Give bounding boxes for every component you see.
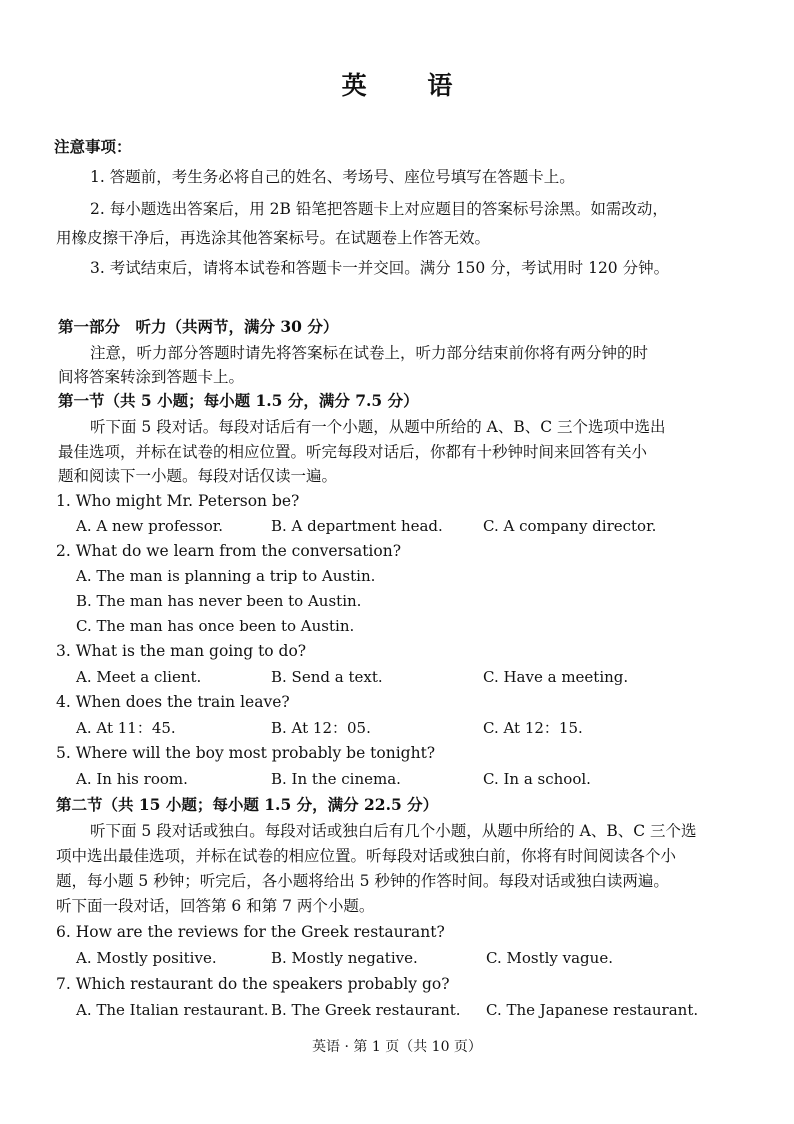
question-option: C. A company director.	[483, 517, 657, 535]
question-option: B. At 12：05.	[271, 719, 371, 737]
notice-item-2-cont: 用橡皮擦干净后，再选涂其他答案标号。在试题卷上作答无效。	[56, 229, 491, 247]
page-footer: 英语 · 第 1 页（共 10 页）	[312, 1039, 482, 1055]
question-stem: 6. How are the reviews for the Greek restaurant?	[56, 923, 445, 941]
question-stem: 4. When does the train leave?	[56, 693, 290, 711]
section1-heading: 第一节（共 5 小题；每小题 1.5 分，满分 7.5 分）	[58, 391, 419, 410]
notice-heading: 注意事项：	[54, 137, 132, 156]
question-stem: 7. Which restaurant do the speakers probably go?	[56, 975, 450, 993]
section1-line-3: 题和阅读下一小题。每段对话仅读一遍。	[58, 467, 338, 485]
question-stem: 2. What do we learn from the conversation?	[56, 542, 402, 560]
section2-line-1: 听下面 5 段对话或独白。每段对话或独白后有几个小题，从题中所给的 A、B、C 三个选	[90, 822, 697, 840]
question-option: C. The man has once been to Austin.	[76, 617, 355, 635]
question-stem: 5. Where will the boy most probably be tonight?	[56, 744, 436, 762]
section1-line-1: 听下面 5 段对话。每段对话后有一个小题，从题中所给的 A、B、C 三个选项中选出	[90, 418, 666, 436]
part1-note-line-2: 间将答案转涂到答题卡上。	[58, 368, 245, 386]
question-option: B. The Greek restaurant.	[271, 1001, 461, 1019]
question-option: B. The man has never been to Austin.	[76, 592, 362, 610]
question-option: C. In a school.	[483, 770, 591, 788]
part1-note-line-1: 注意，听力部分答题时请先将答案标在试卷上，听力部分结束前你将有两分钟的时	[90, 344, 649, 362]
question-option: A. The man is planning a trip to Austin.	[76, 567, 376, 585]
question-option: B. In the cinema.	[271, 770, 401, 788]
question-option: A. A new professor.	[76, 517, 224, 535]
question-option: B. A department head.	[271, 517, 443, 535]
question-stem: 1. Who might Mr. Peterson be?	[56, 492, 300, 510]
question-option: A. At 11：45.	[76, 719, 176, 737]
question-option: C. Mostly vague.	[486, 949, 613, 967]
section2-heading: 第二节（共 15 小题；每小题 1.5 分，满分 22.5 分）	[56, 795, 439, 814]
section1-line-2: 最佳选项，并标在试卷的相应位置。听完每段对话后，你都有十秒钟时间来回答有关小	[58, 443, 648, 461]
question-option: C. Have a meeting.	[483, 668, 629, 686]
question-option: A. In his room.	[76, 770, 188, 788]
section2-line-2: 项中选出最佳选项，并标在试卷的相应位置。听每段对话或独白前，你将有时间阅读各个小	[56, 847, 677, 865]
notice-item-3: 3. 考试结束后，请将本试卷和答题卡一并交回。满分 150 分，考试用时 120 分钟。	[90, 259, 670, 277]
question-option: C. The Japanese restaurant.	[486, 1001, 699, 1019]
notice-item-1: 1. 答题前，考生务必将自己的姓名、考场号、座位号填写在答题卡上。	[90, 168, 575, 186]
question-option: A. Meet a client.	[76, 668, 202, 686]
notice-item-2: 2. 每小题选出答案后，用 2B 铅笔把答题卡上对应题目的答案标号涂黑。如需改动，	[90, 200, 668, 218]
section2-line-4: 听下面一段对话，回答第 6 和第 7 两个小题。	[56, 897, 375, 915]
question-option: C. At 12：15.	[483, 719, 583, 737]
part1-heading: 第一部分 听力（共两节，满分 30 分）	[58, 317, 339, 336]
page-title: 英 语	[341, 71, 479, 100]
section2-line-3: 题，每小题 5 秒钟；听完后，各小题将给出 5 秒钟的作答时间。每段对话或独白读两遍。	[56, 872, 669, 890]
question-option: B. Send a text.	[271, 668, 383, 686]
question-option: A. Mostly positive.	[76, 949, 217, 967]
question-option: B. Mostly negative.	[271, 949, 418, 967]
question-option: A. The Italian restaurant.	[76, 1001, 269, 1019]
question-stem: 3. What is the man going to do?	[56, 642, 307, 660]
